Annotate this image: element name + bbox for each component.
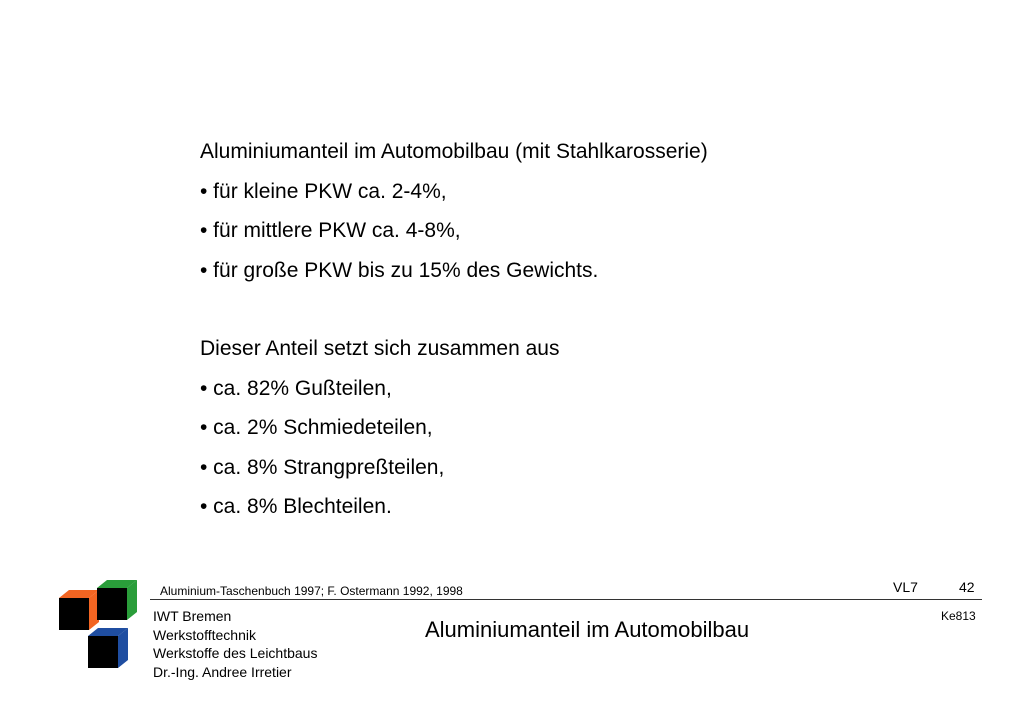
institute-course: Werkstoffe des Leichtbaus xyxy=(153,645,318,661)
logo-black-square-left xyxy=(59,598,89,630)
institute-author: Dr.-Ing. Andree Irretier xyxy=(153,663,292,680)
intro-line: Aluminiumanteil im Automobilbau (mit Stahlkarosserie) xyxy=(200,140,708,163)
footer-divider xyxy=(150,599,982,600)
footer-title: Aluminiumanteil im Automobilbau xyxy=(425,617,750,642)
lecture-label: VL7 xyxy=(893,579,918,595)
page-number: 42 xyxy=(959,579,975,595)
slide-content xyxy=(200,132,920,527)
logo-black-square-right xyxy=(97,588,127,620)
bullet-small-cars: • für kleine PKW ca. 2-4%, xyxy=(200,179,447,203)
bullet-castings: • ca. 82% Gußteilen, xyxy=(200,376,392,400)
bullet-mid-cars: • für mittlere PKW ca. 4-8%, xyxy=(200,219,461,242)
composition-intro: Dieser Anteil setzt sich zusammen aus xyxy=(200,337,560,360)
institute-name: IWT Bremen xyxy=(153,608,232,624)
bullet-forgings: • ca. 2% Schmiedeteilen, xyxy=(200,416,433,439)
paragraph-gap xyxy=(200,290,920,329)
bullet-extrusions: • ca. 8% Strangpreßteilen, xyxy=(200,455,445,479)
source-citation: Aluminium-Taschenbuch 1997; F. Ostermann 1992, 1998 xyxy=(160,584,463,598)
logo-black-square-bottom xyxy=(88,636,118,668)
institute-department: Werkstofftechnik xyxy=(153,626,256,643)
institute-block xyxy=(153,607,317,681)
bullet-sheets: • ca. 8% Blechteilen. xyxy=(200,495,392,518)
bullet-large-cars: • für große PKW bis zu 15% des Gewichts. xyxy=(200,258,599,282)
iwt-logo xyxy=(55,578,145,673)
slide-code: Ke813 xyxy=(941,609,976,623)
